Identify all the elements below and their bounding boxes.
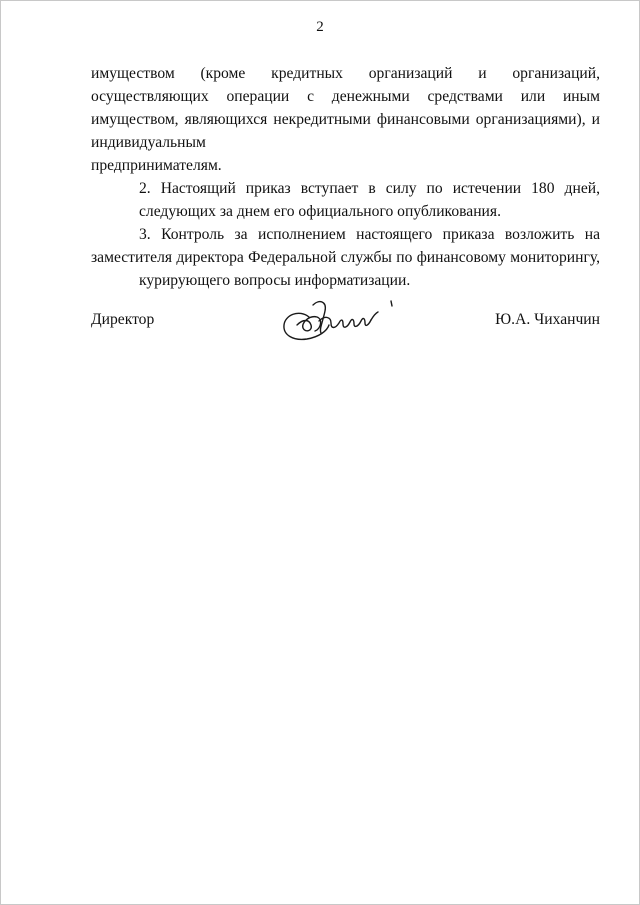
handwritten-signature: [279, 295, 404, 345]
signatory-name: Ю.А. Чиханчин: [495, 311, 600, 328]
signature-block: [91, 300, 600, 350]
paragraph-item-3-text: 3. Контроль за исполнением настоящего приказа возложить на заместителя директора Федеральной службы по финансовому мониторингу,: [91, 226, 600, 266]
paragraph-item-3: [91, 223, 600, 292]
paragraph-item-2: [91, 177, 600, 223]
paragraph-continuation: [91, 62, 600, 177]
paragraph-item-2-text: 2. Настоящий приказ вступает в силу по истечении 180 дней,: [139, 180, 600, 197]
page-number: 2: [316, 19, 324, 35]
document-body: [91, 62, 600, 292]
paragraph-item-3-last-line: курирующего вопросы информатизации.: [139, 272, 411, 289]
paragraph-continuation-last-line: предпринимателям.: [91, 157, 222, 174]
paragraph-continuation-text: имуществом (кроме кредитных организаций и организаций, осуществляющих операции с денежными средствами или иным имуществом, являющихся некредитными финансовыми организациями), и индивидуальным: [91, 65, 600, 151]
signatory-position: Директор: [91, 311, 155, 328]
paragraph-item-2-last-line: следующих за днем его официального опубликования.: [139, 203, 501, 220]
